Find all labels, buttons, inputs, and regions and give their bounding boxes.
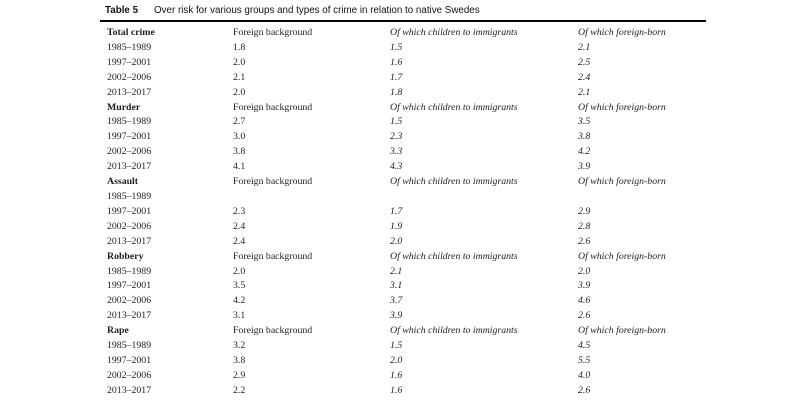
foreign-background-value: 2.0 — [233, 86, 246, 98]
children-to-immigrants-value: 1.7 — [390, 205, 403, 217]
foreign-born-value: 5.5 — [578, 354, 591, 366]
period-cell: 1997–2001 — [107, 56, 152, 68]
foreign-born-value: 3.9 — [578, 280, 591, 292]
data-row — [100, 86, 706, 101]
foreign-background-value: 3.1 — [233, 310, 246, 322]
col-header-foreign-born: Of which foreign-born — [578, 27, 666, 38]
table-caption-label: Table 5 — [105, 5, 139, 16]
children-to-immigrants-value: 1.5 — [390, 340, 403, 352]
foreign-born-value: 2.9 — [578, 205, 591, 217]
data-row — [100, 41, 706, 56]
col-header-foreign-background: Foreign background — [233, 176, 313, 188]
children-to-immigrants-value: 3.1 — [390, 280, 403, 292]
foreign-born-value: 3.9 — [578, 161, 591, 173]
period-cell: 2002–2006 — [107, 295, 152, 307]
children-to-immigrants-value: 3.9 — [390, 310, 403, 322]
period-cell: 1985–1989 — [107, 340, 152, 352]
period-cell: 1997–2001 — [107, 205, 152, 217]
children-to-immigrants-value: 3.3 — [390, 146, 403, 158]
foreign-born-value: 2.1 — [578, 86, 591, 98]
data-row — [100, 265, 706, 280]
foreign-background-value: 2.1 — [233, 71, 246, 83]
col-header-foreign-born: Of which foreign-born — [578, 250, 666, 262]
data-row — [100, 384, 706, 399]
period-cell: 2013–2017 — [107, 161, 152, 173]
foreign-born-value: 2.6 — [578, 310, 591, 322]
col-header-children-to-immigrants: Of which children to immigrants — [390, 176, 518, 188]
children-to-immigrants-value — [390, 190, 578, 205]
data-row — [100, 309, 706, 324]
crime-type-label: Robbery — [107, 250, 144, 262]
data-row — [100, 220, 706, 235]
section-header-row — [100, 250, 706, 265]
period-cell: 2002–2006 — [107, 71, 152, 83]
period-cell: 1997–2001 — [107, 280, 152, 292]
foreign-born-value: 3.5 — [578, 116, 591, 128]
section-header-row — [100, 26, 706, 41]
period-cell: 1997–2001 — [107, 354, 152, 366]
foreign-born-value: 4.5 — [578, 340, 591, 352]
foreign-background-value: 4.1 — [233, 161, 246, 173]
children-to-immigrants-value: 1.6 — [390, 384, 403, 396]
foreign-background-value: 4.2 — [233, 295, 246, 307]
children-to-immigrants-value: 1.6 — [390, 56, 403, 68]
foreign-background-value: 3.8 — [233, 146, 246, 158]
crime-type-label: Rape — [107, 325, 129, 337]
col-header-children-to-immigrants: Of which children to immigrants — [390, 27, 518, 38]
period-cell: 1985–1989 — [107, 116, 152, 128]
children-to-immigrants-value: 2.0 — [390, 235, 403, 247]
table-top-rule — [100, 20, 706, 22]
data-row — [100, 130, 706, 145]
col-header-foreign-born: Of which foreign-born — [578, 325, 666, 337]
table-caption — [105, 5, 480, 16]
col-header-foreign-background: Foreign background — [233, 101, 313, 113]
foreign-born-value: 2.4 — [578, 71, 591, 83]
crime-table — [100, 26, 706, 399]
children-to-immigrants-value: 1.8 — [390, 86, 403, 98]
period-cell: 2002–2006 — [107, 369, 152, 381]
foreign-background-value: 2.4 — [233, 235, 246, 247]
data-row — [100, 145, 706, 160]
foreign-background-value: 2.3 — [233, 205, 246, 217]
col-header-foreign-background: Foreign background — [233, 27, 313, 38]
foreign-born-value: 4.2 — [578, 146, 591, 158]
foreign-background-value: 2.2 — [233, 384, 246, 396]
foreign-background-value: 1.8 — [233, 41, 246, 53]
foreign-background-value: 2.0 — [233, 56, 246, 68]
foreign-born-value: 2.6 — [578, 384, 591, 396]
children-to-immigrants-value: 3.7 — [390, 295, 403, 307]
children-to-immigrants-value: 1.5 — [390, 41, 403, 53]
data-row — [100, 190, 706, 205]
period-cell: 2002–2006 — [107, 146, 152, 158]
data-row — [100, 115, 706, 130]
foreign-background-value: 3.2 — [233, 340, 246, 352]
foreign-born-value: 3.8 — [578, 131, 591, 143]
children-to-immigrants-value: 1.9 — [390, 220, 403, 232]
period-cell: 1985–1989 — [107, 190, 152, 202]
crime-type-label: Assault — [107, 176, 139, 188]
data-row — [100, 339, 706, 354]
children-to-immigrants-value: 1.7 — [390, 71, 403, 83]
foreign-born-value: 2.0 — [578, 265, 591, 277]
data-row — [100, 235, 706, 250]
data-row — [100, 369, 706, 384]
children-to-immigrants-value: 2.1 — [390, 265, 403, 277]
data-row — [100, 160, 706, 175]
data-row — [100, 354, 706, 369]
foreign-born-value: 2.6 — [578, 235, 591, 247]
section-header-row — [100, 175, 706, 190]
col-header-children-to-immigrants: Of which children to immigrants — [390, 325, 518, 337]
period-cell: 2002–2006 — [107, 220, 152, 232]
foreign-background-value — [233, 190, 390, 205]
foreign-born-value: 2.1 — [578, 41, 591, 53]
table-caption-text: Over risk for various groups and types of crime in relation to native Swedes — [154, 5, 480, 16]
children-to-immigrants-value: 1.6 — [390, 369, 403, 381]
foreign-background-value: 3.5 — [233, 280, 246, 292]
foreign-born-value: 2.8 — [578, 220, 591, 232]
foreign-background-value: 3.8 — [233, 354, 246, 366]
data-row — [100, 205, 706, 220]
section-header-row — [100, 324, 706, 339]
col-header-foreign-born: Of which foreign-born — [578, 101, 666, 113]
foreign-born-value — [578, 190, 706, 205]
data-row — [100, 279, 706, 294]
col-header-foreign-background: Foreign background — [233, 250, 313, 262]
period-cell: 1985–1989 — [107, 41, 152, 53]
children-to-immigrants-value: 2.3 — [390, 131, 403, 143]
col-header-children-to-immigrants: Of which children to immigrants — [390, 101, 518, 113]
period-cell: 2013–2017 — [107, 235, 152, 247]
crime-type-label: Total crime — [107, 27, 155, 38]
foreign-background-value: 2.4 — [233, 220, 246, 232]
foreign-background-value: 3.0 — [233, 131, 246, 143]
crime-type-label: Murder — [107, 101, 141, 113]
data-row — [100, 294, 706, 309]
col-header-foreign-background: Foreign background — [233, 325, 313, 337]
period-cell: 2013–2017 — [107, 384, 152, 396]
col-header-foreign-born: Of which foreign-born — [578, 176, 666, 188]
col-header-children-to-immigrants: Of which children to immigrants — [390, 250, 518, 262]
foreign-background-value: 2.9 — [233, 369, 246, 381]
data-row — [100, 56, 706, 71]
foreign-born-value: 4.6 — [578, 295, 591, 307]
foreign-background-value: 2.7 — [233, 116, 246, 128]
period-cell: 1997–2001 — [107, 131, 152, 143]
children-to-immigrants-value: 2.0 — [390, 354, 403, 366]
period-cell: 1985–1989 — [107, 265, 152, 277]
foreign-background-value: 2.0 — [233, 265, 246, 277]
foreign-born-value: 2.5 — [578, 56, 591, 68]
children-to-immigrants-value: 4.3 — [390, 161, 403, 173]
children-to-immigrants-value: 1.5 — [390, 116, 403, 128]
foreign-born-value: 4.0 — [578, 369, 591, 381]
data-row — [100, 71, 706, 86]
section-header-row — [100, 101, 706, 116]
period-cell: 2013–2017 — [107, 86, 152, 98]
period-cell: 2013–2017 — [107, 310, 152, 322]
crime-table-body — [100, 26, 706, 399]
